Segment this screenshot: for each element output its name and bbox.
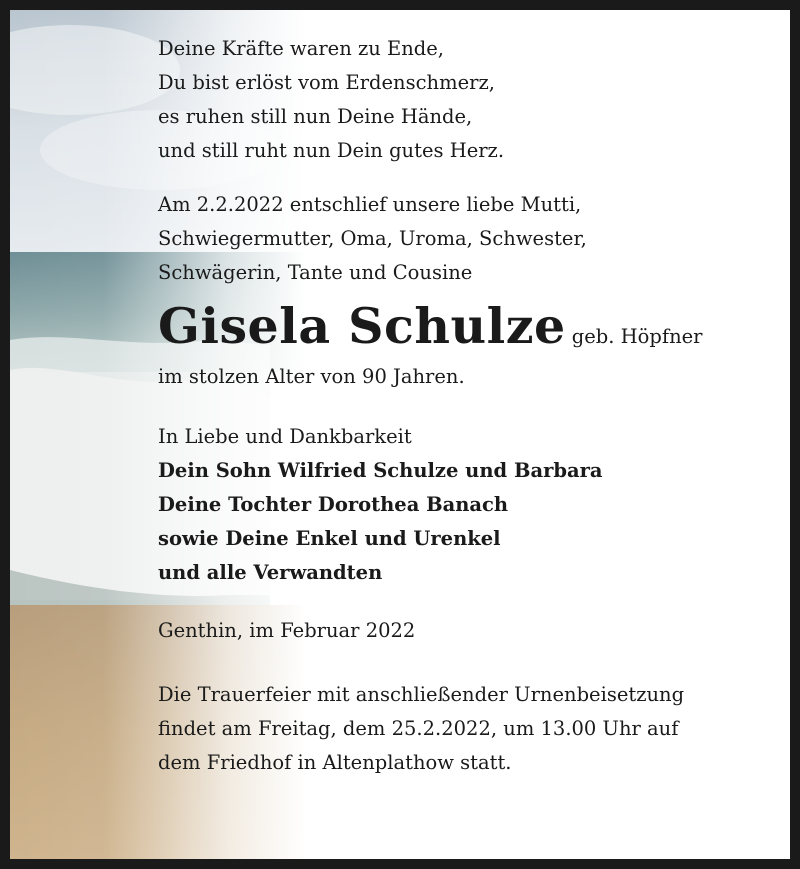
- obituary-card: [10, 10, 790, 859]
- mourner-line: Deine Tochter Dorothea Banach: [158, 493, 509, 516]
- poem-line: es ruhen still nun Deine Hände,: [158, 105, 473, 128]
- poem-line: Du bist erlöst vom Erdenschmerz,: [158, 71, 495, 94]
- poem-line: und still ruht nun Dein gutes Herz.: [158, 139, 505, 162]
- mourner-line: Dein Sohn Wilfried Schulze und Barbara: [158, 459, 603, 482]
- obituary-text: [158, 32, 788, 780]
- announcement-line: Schwägerin, Tante und Cousine: [158, 261, 473, 284]
- mourner-line: und alle Verwandten: [158, 561, 383, 584]
- age-line: im stolzen Alter von 90 Jahren.: [158, 365, 465, 388]
- poem-line: Deine Kräfte waren zu Ende,: [158, 37, 444, 60]
- funeral-info: [158, 678, 788, 780]
- funeral-line: findet am Freitag, dem 25.2.2022, um 13.00 Uhr auf: [158, 717, 679, 740]
- announcement-line: Am 2.2.2022 entschlief unsere liebe Mutti,: [158, 193, 582, 216]
- announcement: [158, 188, 788, 290]
- poem: [158, 32, 788, 168]
- maiden-name: geb. Höpfner: [571, 325, 703, 348]
- mourner-line: sowie Deine Enkel und Urenkel: [158, 527, 501, 550]
- mourners-block: [158, 420, 788, 590]
- closing-intro: In Liebe und Dankbarkeit: [158, 425, 412, 448]
- place-date: Genthin, im Februar 2022: [158, 619, 416, 642]
- funeral-line: dem Friedhof in Altenplathow statt.: [158, 751, 512, 774]
- deceased-name-row: [158, 298, 788, 354]
- announcement-line: Schwiegermutter, Oma, Uroma, Schwester,: [158, 227, 587, 250]
- deceased-name: Gisela Schulze: [158, 297, 566, 355]
- funeral-line: Die Trauerfeier mit anschließender Urnenbeisetzung: [158, 683, 685, 706]
